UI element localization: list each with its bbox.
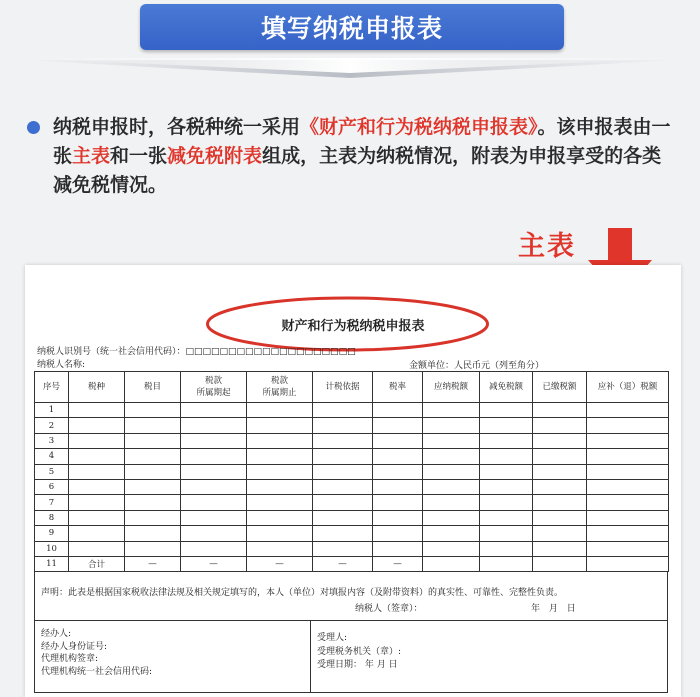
table-cell <box>181 449 247 464</box>
table-cell: 8 <box>35 510 69 525</box>
table-cell <box>587 418 669 433</box>
table-cell <box>247 526 313 541</box>
table-cell: 合计 <box>69 556 125 571</box>
table-cell <box>125 510 181 525</box>
table-cell: 3 <box>35 433 69 448</box>
taxpayer-name-label: 纳税人名称: <box>37 360 86 370</box>
table-cell <box>181 433 247 448</box>
table-cell: — <box>313 556 373 571</box>
table-cell <box>423 495 480 510</box>
table-cell: 9 <box>35 526 69 541</box>
table-cell: 4 <box>35 449 69 464</box>
intro-text-1: 纳税申报时，各税种统一采用 <box>53 116 301 138</box>
table-row <box>35 449 669 464</box>
table-cell <box>373 526 423 541</box>
table-cell <box>313 449 373 464</box>
intro-text-4: 组成，主表为纳税情况，附表为申报享受的各类减免税情况。 <box>53 145 662 196</box>
receiver-line: 受理日期： 年 月 日 <box>317 660 398 670</box>
table-cell <box>480 403 533 418</box>
table-cell: 7 <box>35 495 69 510</box>
table-cell <box>247 464 313 479</box>
table-cell <box>313 495 373 510</box>
table-cell <box>125 526 181 541</box>
table-cell <box>313 541 373 556</box>
intro-text-3: 和一张 <box>110 145 168 167</box>
declaration-section <box>34 572 668 621</box>
table-cell <box>247 449 313 464</box>
table-cell <box>181 479 247 494</box>
table-cell <box>480 510 533 525</box>
table-cell <box>373 449 423 464</box>
table-cell: — <box>125 556 181 571</box>
table-cell <box>533 541 587 556</box>
table-row <box>35 495 669 510</box>
table-row <box>35 479 669 494</box>
table-cell <box>587 556 669 571</box>
table-cell <box>480 433 533 448</box>
table-cell <box>480 526 533 541</box>
table-cell <box>69 449 125 464</box>
table-cell <box>533 556 587 571</box>
table-cell <box>247 495 313 510</box>
table-cell <box>125 449 181 464</box>
tax-table <box>34 371 669 572</box>
column-header: 税款 所属期止 <box>247 372 313 403</box>
table-cell <box>373 495 423 510</box>
table-cell <box>125 464 181 479</box>
table-cell <box>313 526 373 541</box>
table-cell <box>373 541 423 556</box>
table-cell <box>125 433 181 448</box>
table-cell <box>423 479 480 494</box>
table-cell <box>373 403 423 418</box>
table-row <box>35 541 669 556</box>
table-row <box>35 418 669 433</box>
table-cell <box>247 510 313 525</box>
agent-line: 经办人身份证号: <box>41 641 108 652</box>
table-cell <box>423 510 480 525</box>
taxpayer-id-label: 纳税人识别号（统一社会信用代码）：□□□□□□□□□□□□□□□□□□□□ <box>37 347 356 357</box>
table-cell <box>125 495 181 510</box>
form-name-highlight: 《财产和行为税纳税申报表》 <box>300 116 538 138</box>
table-cell <box>247 418 313 433</box>
relief-table-highlight: 减免税附表 <box>167 145 263 167</box>
agent-line: 代理机构签章: <box>41 654 99 664</box>
table-cell <box>587 464 669 479</box>
taxpayer-signature-label: 纳税人（签章）： <box>355 604 423 614</box>
table-cell <box>587 403 669 418</box>
bullet-icon <box>27 121 40 134</box>
column-header: 税种 <box>69 372 125 403</box>
table-cell <box>69 433 125 448</box>
table-cell <box>373 418 423 433</box>
table-cell <box>423 464 480 479</box>
table-row <box>35 526 669 541</box>
section-separator <box>310 621 311 692</box>
page-title: 填写纳税申报表 <box>260 14 443 43</box>
page-title-banner <box>140 4 564 50</box>
table-cell <box>247 403 313 418</box>
table-cell: — <box>373 556 423 571</box>
agent-line: 经办人: <box>41 629 72 639</box>
table-cell: 10 <box>35 541 69 556</box>
column-header: 减免税额 <box>480 372 533 403</box>
section-divider <box>20 58 680 80</box>
table-cell <box>423 403 480 418</box>
table-row <box>35 556 669 571</box>
receiver-info <box>317 632 401 673</box>
table-cell <box>587 479 669 494</box>
table-cell <box>313 433 373 448</box>
table-cell <box>69 418 125 433</box>
table-cell <box>587 495 669 510</box>
table-body <box>35 403 669 572</box>
table-cell <box>69 526 125 541</box>
table-cell <box>373 433 423 448</box>
table-cell <box>181 418 247 433</box>
table-row <box>35 510 669 525</box>
table-cell <box>69 403 125 418</box>
table-cell <box>181 464 247 479</box>
table-cell <box>533 403 587 418</box>
column-header: 已缴税额 <box>533 372 587 403</box>
table-cell: — <box>247 556 313 571</box>
table-cell: 1 <box>35 403 69 418</box>
table-cell <box>423 433 480 448</box>
table-cell <box>373 479 423 494</box>
table-cell <box>181 495 247 510</box>
table-cell <box>533 433 587 448</box>
column-header: 应补（退）税额 <box>587 372 669 403</box>
table-cell <box>587 449 669 464</box>
table-cell <box>69 464 125 479</box>
table-cell <box>423 418 480 433</box>
table-cell <box>423 526 480 541</box>
table-cell: — <box>181 556 247 571</box>
table-cell <box>480 449 533 464</box>
form-title: 财产和行为税纳税申报表 <box>281 319 425 334</box>
table-cell <box>587 510 669 525</box>
table-cell <box>533 510 587 525</box>
agent-receiver-section <box>34 621 668 693</box>
table-cell <box>480 479 533 494</box>
table-cell <box>313 403 373 418</box>
intro-text-2: 。该申报表由一张 <box>53 116 671 167</box>
declaration-date-label: 年 月 日 <box>531 604 576 614</box>
table-cell: 2 <box>35 418 69 433</box>
table-cell <box>69 541 125 556</box>
table-cell <box>587 526 669 541</box>
currency-unit-label: 金额单位：人民币元（列至角分） <box>409 361 545 371</box>
table-cell <box>533 526 587 541</box>
table-cell <box>69 510 125 525</box>
table-row <box>35 464 669 479</box>
table-cell <box>587 433 669 448</box>
column-header: 计税依据 <box>313 372 373 403</box>
table-cell <box>480 418 533 433</box>
table-cell <box>125 479 181 494</box>
table-cell <box>181 541 247 556</box>
table-cell <box>69 479 125 494</box>
table-cell <box>480 556 533 571</box>
table-row <box>35 433 669 448</box>
column-header: 税款 所属期起 <box>181 372 247 403</box>
column-header: 税率 <box>373 372 423 403</box>
table-cell <box>181 403 247 418</box>
main-table-highlight: 主表 <box>72 145 111 167</box>
table-cell <box>423 556 480 571</box>
column-header: 税目 <box>125 372 181 403</box>
table-cell <box>533 495 587 510</box>
table-cell <box>533 464 587 479</box>
table-cell <box>533 418 587 433</box>
table-cell <box>313 464 373 479</box>
table-header-row <box>35 372 669 403</box>
table-cell <box>533 479 587 494</box>
table-cell <box>181 526 247 541</box>
tax-return-form <box>25 265 681 697</box>
table-cell <box>533 449 587 464</box>
receiver-line: 受理人: <box>317 633 348 643</box>
table-cell <box>423 541 480 556</box>
column-header: 序号 <box>35 372 69 403</box>
table-cell: 5 <box>35 464 69 479</box>
declaration-text: 声明：此表是根据国家税收法律法规及相关规定填写的，本人（单位）对填报内容（及附带资料）的真实性、可靠性、完整性负责。 <box>41 588 564 598</box>
table-cell <box>247 541 313 556</box>
column-header: 应纳税额 <box>423 372 480 403</box>
table-cell <box>373 464 423 479</box>
table-cell <box>480 541 533 556</box>
table-cell <box>125 541 181 556</box>
table-cell <box>480 464 533 479</box>
table-cell <box>247 479 313 494</box>
table-cell <box>313 510 373 525</box>
table-cell: 11 <box>35 556 69 571</box>
table-cell <box>69 495 125 510</box>
table-cell <box>587 541 669 556</box>
table-cell <box>181 510 247 525</box>
table-cell <box>480 495 533 510</box>
table-cell <box>423 449 480 464</box>
agent-info <box>41 628 152 678</box>
intro-paragraph <box>27 113 677 200</box>
table-cell <box>313 479 373 494</box>
main-table-label: 主表 <box>518 231 576 262</box>
receiver-line: 受理税务机关（章）: <box>317 646 402 657</box>
table-cell <box>247 433 313 448</box>
table-row <box>35 403 669 418</box>
table-cell <box>125 403 181 418</box>
table-cell: 6 <box>35 479 69 494</box>
table-cell <box>373 510 423 525</box>
agent-line: 代理机构统一社会信用代码: <box>41 666 153 677</box>
table-cell <box>125 418 181 433</box>
table-cell <box>313 418 373 433</box>
